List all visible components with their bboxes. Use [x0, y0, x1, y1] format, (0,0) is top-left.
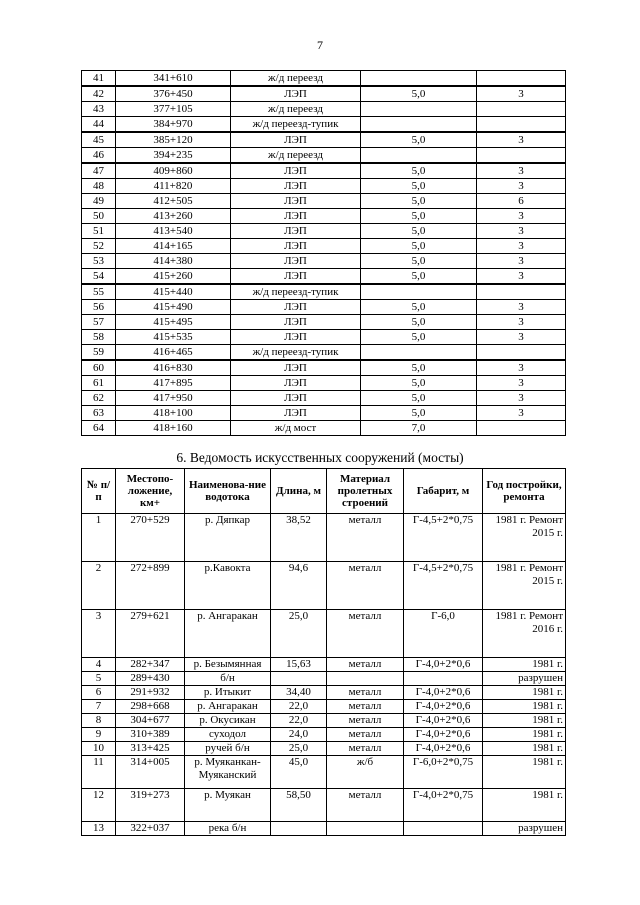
row-year: 1981 г. [483, 742, 566, 756]
row-km: 341+610 [116, 71, 231, 87]
row-material: металл [327, 562, 404, 610]
row-length [361, 117, 477, 133]
row-object-type: ж/д переезд-тупик [231, 284, 361, 300]
row-number: 13 [82, 822, 116, 836]
row-length [271, 822, 327, 836]
bridges-table [81, 468, 566, 836]
row-length [271, 672, 327, 686]
row-km: 384+970 [116, 117, 231, 133]
row-km: 413+260 [116, 209, 231, 224]
row-watercourse: б/н [185, 672, 271, 686]
row-object-type: ЛЭП [231, 360, 361, 376]
row-object-type: ж/д переезд [231, 102, 361, 117]
row-material: металл [327, 658, 404, 672]
row-span [477, 102, 566, 117]
row-km: 414+165 [116, 239, 231, 254]
row-object-type: ж/д переезд-тупик [231, 345, 361, 361]
row-object-type: ж/д мост [231, 421, 361, 436]
row-km: 394+235 [116, 148, 231, 164]
row-span: 3 [477, 406, 566, 421]
row-span: 3 [477, 360, 566, 376]
row-watercourse: р. Дяпкар [185, 514, 271, 562]
page-number: 7 [317, 38, 323, 52]
table-row [82, 330, 566, 345]
row-km: 413+540 [116, 224, 231, 239]
row-length: 5,0 [361, 224, 477, 239]
row-watercourse: река б/н [185, 822, 271, 836]
table-row [82, 610, 566, 658]
row-watercourse: ручей б/н [185, 742, 271, 756]
row-watercourse: р. Ангаракан [185, 700, 271, 714]
row-span: 3 [477, 315, 566, 330]
row-location: 304+677 [116, 714, 185, 728]
row-material: металл [327, 789, 404, 822]
row-watercourse: р. Окусикан [185, 714, 271, 728]
row-number: 10 [82, 742, 116, 756]
crossings-table-body [82, 71, 566, 436]
row-watercourse: суходол [185, 728, 271, 742]
table-row [82, 789, 566, 822]
row-location: 272+899 [116, 562, 185, 610]
table-row [82, 345, 566, 361]
table-row [82, 117, 566, 133]
table-row [82, 686, 566, 700]
row-km: 376+450 [116, 86, 231, 102]
row-object-type: ж/д переезд [231, 148, 361, 164]
row-length: 5,0 [361, 269, 477, 285]
row-year: 1981 г. [483, 714, 566, 728]
row-km: 417+895 [116, 376, 231, 391]
row-length [361, 148, 477, 164]
table-row [82, 284, 566, 300]
row-material: металл [327, 514, 404, 562]
table-row [82, 254, 566, 269]
row-km: 385+120 [116, 132, 231, 148]
row-number: 4 [82, 658, 116, 672]
row-object-type: ЛЭП [231, 132, 361, 148]
section-title: 6. Ведомость искусственных сооружений (мосты) [176, 450, 464, 465]
row-object-type: ЛЭП [231, 86, 361, 102]
row-span [477, 71, 566, 87]
row-span [477, 345, 566, 361]
row-material: металл [327, 742, 404, 756]
row-object-type: ЛЭП [231, 209, 361, 224]
row-watercourse: р. Итыкит [185, 686, 271, 700]
row-km: 409+860 [116, 163, 231, 179]
row-location: 270+529 [116, 514, 185, 562]
row-number: 8 [82, 714, 116, 728]
row-gabarit: Г-4,0+2*0,75 [404, 789, 483, 822]
row-km: 415+260 [116, 269, 231, 285]
row-material: ж/б [327, 756, 404, 789]
row-number: 55 [82, 284, 116, 300]
row-location: 310+389 [116, 728, 185, 742]
row-km: 414+380 [116, 254, 231, 269]
table-row [82, 822, 566, 836]
row-year: 1981 г. [483, 756, 566, 789]
row-length: 5,0 [361, 391, 477, 406]
row-location: 298+668 [116, 700, 185, 714]
table-row [82, 562, 566, 610]
row-year: 1981 г. Ремонт 2015 г. [483, 562, 566, 610]
row-year: разрушен [483, 822, 566, 836]
row-number: 9 [82, 728, 116, 742]
row-watercourse: р. Ангаракан [185, 610, 271, 658]
row-object-type: ЛЭП [231, 376, 361, 391]
row-km: 412+505 [116, 194, 231, 209]
row-length: 5,0 [361, 315, 477, 330]
row-object-type: ЛЭП [231, 406, 361, 421]
row-number: 56 [82, 300, 116, 315]
row-location: 313+425 [116, 742, 185, 756]
row-span: 3 [477, 254, 566, 269]
row-length: 5,0 [361, 239, 477, 254]
row-gabarit [404, 822, 483, 836]
row-span: 3 [477, 209, 566, 224]
row-object-type: ж/д переезд [231, 71, 361, 87]
table-row [82, 179, 566, 194]
row-span: 3 [477, 179, 566, 194]
row-object-type: ЛЭП [231, 330, 361, 345]
row-span: 3 [477, 224, 566, 239]
row-number: 2 [82, 562, 116, 610]
crossings-table [81, 70, 566, 436]
table-row [82, 672, 566, 686]
table-row [82, 300, 566, 315]
row-km: 415+535 [116, 330, 231, 345]
row-length: 5,0 [361, 163, 477, 179]
row-km: 415+495 [116, 315, 231, 330]
table-row [82, 86, 566, 102]
row-material [327, 672, 404, 686]
row-material: металл [327, 610, 404, 658]
row-span: 3 [477, 269, 566, 285]
table-row [82, 728, 566, 742]
row-span: 3 [477, 132, 566, 148]
row-km: 418+160 [116, 421, 231, 436]
table-row [82, 514, 566, 562]
row-number: 54 [82, 269, 116, 285]
row-watercourse: р. Муяканкан-Муяканский [185, 756, 271, 789]
table-row [82, 756, 566, 789]
row-location: 282+347 [116, 658, 185, 672]
row-object-type: ЛЭП [231, 163, 361, 179]
row-number: 49 [82, 194, 116, 209]
table-row [82, 391, 566, 406]
row-number: 1 [82, 514, 116, 562]
row-location: 314+005 [116, 756, 185, 789]
row-year: 1981 г. [483, 700, 566, 714]
row-material: металл [327, 686, 404, 700]
row-number: 5 [82, 672, 116, 686]
header-number: № п/п [82, 469, 116, 514]
table-row [82, 700, 566, 714]
row-number: 44 [82, 117, 116, 133]
row-km: 417+950 [116, 391, 231, 406]
header-watercourse: Наименова-ние водотока [185, 469, 271, 514]
row-number: 48 [82, 179, 116, 194]
table-row [82, 163, 566, 179]
table-row [82, 360, 566, 376]
row-gabarit: Г-4,0+2*0,6 [404, 658, 483, 672]
table-row [82, 269, 566, 285]
row-material [327, 822, 404, 836]
row-location: 322+037 [116, 822, 185, 836]
row-number: 58 [82, 330, 116, 345]
row-gabarit [404, 672, 483, 686]
row-span: 3 [477, 86, 566, 102]
row-length: 5,0 [361, 132, 477, 148]
row-length: 5,0 [361, 179, 477, 194]
row-number: 12 [82, 789, 116, 822]
row-km: 416+830 [116, 360, 231, 376]
row-length: 22,0 [271, 714, 327, 728]
table-row [82, 209, 566, 224]
row-km: 415+440 [116, 284, 231, 300]
row-span: 3 [477, 239, 566, 254]
row-km: 415+490 [116, 300, 231, 315]
row-number: 52 [82, 239, 116, 254]
row-gabarit: Г-4,0+2*0,6 [404, 728, 483, 742]
row-length: 15,63 [271, 658, 327, 672]
row-length: 45,0 [271, 756, 327, 789]
table-row [82, 658, 566, 672]
row-object-type: ЛЭП [231, 239, 361, 254]
row-km: 377+105 [116, 102, 231, 117]
row-length: 5,0 [361, 376, 477, 391]
row-number: 57 [82, 315, 116, 330]
row-length: 5,0 [361, 194, 477, 209]
row-span [477, 284, 566, 300]
row-year: 1981 г. Ремонт 2016 г. [483, 610, 566, 658]
row-gabarit: Г-4,5+2*0,75 [404, 514, 483, 562]
table-row [82, 132, 566, 148]
row-length: 38,52 [271, 514, 327, 562]
row-number: 61 [82, 376, 116, 391]
row-length: 5,0 [361, 86, 477, 102]
row-length: 5,0 [361, 254, 477, 269]
row-number: 62 [82, 391, 116, 406]
row-number: 59 [82, 345, 116, 361]
row-number: 6 [82, 686, 116, 700]
row-span: 3 [477, 163, 566, 179]
row-span: 3 [477, 330, 566, 345]
row-length [361, 71, 477, 87]
table-row [82, 376, 566, 391]
row-gabarit: Г-4,0+2*0,6 [404, 700, 483, 714]
row-number: 43 [82, 102, 116, 117]
row-year: 1981 г. [483, 658, 566, 672]
row-number: 50 [82, 209, 116, 224]
row-number: 63 [82, 406, 116, 421]
table-row [82, 194, 566, 209]
bridges-table-body [82, 514, 566, 836]
table-row [82, 406, 566, 421]
row-object-type: ЛЭП [231, 194, 361, 209]
table-row [82, 742, 566, 756]
header-year: Год постройки, ремонта [483, 469, 566, 514]
row-length: 5,0 [361, 330, 477, 345]
row-number: 41 [82, 71, 116, 87]
row-location: 291+932 [116, 686, 185, 700]
row-number: 51 [82, 224, 116, 239]
row-location: 319+273 [116, 789, 185, 822]
row-span [477, 421, 566, 436]
row-object-type: ЛЭП [231, 391, 361, 406]
row-span [477, 148, 566, 164]
row-material: металл [327, 714, 404, 728]
row-gabarit: Г-4,0+2*0,6 [404, 742, 483, 756]
row-object-type: ЛЭП [231, 179, 361, 194]
row-year: разрушен [483, 672, 566, 686]
row-gabarit: Г-4,0+2*0,6 [404, 686, 483, 700]
table-row [82, 71, 566, 87]
row-gabarit: Г-4,5+2*0,75 [404, 562, 483, 610]
row-year: 1981 г. [483, 686, 566, 700]
row-number: 60 [82, 360, 116, 376]
table-row [82, 148, 566, 164]
row-number: 42 [82, 86, 116, 102]
row-length: 7,0 [361, 421, 477, 436]
row-gabarit: Г-6,0+2*0,75 [404, 756, 483, 789]
row-length: 58,50 [271, 789, 327, 822]
row-length [361, 345, 477, 361]
row-location: 289+430 [116, 672, 185, 686]
row-watercourse: р. Муякан [185, 789, 271, 822]
row-number: 53 [82, 254, 116, 269]
row-number: 45 [82, 132, 116, 148]
row-object-type: ЛЭП [231, 224, 361, 239]
row-length: 34,40 [271, 686, 327, 700]
row-object-type: ЛЭП [231, 269, 361, 285]
table-row [82, 714, 566, 728]
bridges-table-header-row [82, 469, 566, 514]
row-location: 279+621 [116, 610, 185, 658]
row-length: 94,6 [271, 562, 327, 610]
row-number: 3 [82, 610, 116, 658]
row-object-type: ЛЭП [231, 315, 361, 330]
table-row [82, 224, 566, 239]
table-row [82, 421, 566, 436]
header-material: Материал пролетных строений [327, 469, 404, 514]
row-length [361, 284, 477, 300]
row-number: 46 [82, 148, 116, 164]
header-location: Местопо-ложение, км+ [116, 469, 185, 514]
row-span: 3 [477, 391, 566, 406]
row-span: 3 [477, 376, 566, 391]
row-object-type: ж/д переезд-тупик [231, 117, 361, 133]
row-year: 1981 г. [483, 728, 566, 742]
row-length: 5,0 [361, 406, 477, 421]
row-length: 25,0 [271, 610, 327, 658]
row-length: 22,0 [271, 700, 327, 714]
row-number: 7 [82, 700, 116, 714]
row-gabarit: Г-4,0+2*0,6 [404, 714, 483, 728]
table-row [82, 102, 566, 117]
row-length: 25,0 [271, 742, 327, 756]
row-gabarit: Г-6,0 [404, 610, 483, 658]
row-watercourse: р. Безымянная [185, 658, 271, 672]
row-km: 411+820 [116, 179, 231, 194]
row-length: 5,0 [361, 209, 477, 224]
header-gabarit: Габарит, м [404, 469, 483, 514]
row-number: 11 [82, 756, 116, 789]
row-length: 5,0 [361, 300, 477, 315]
row-material: металл [327, 728, 404, 742]
header-length: Длина, м [271, 469, 327, 514]
row-object-type: ЛЭП [231, 254, 361, 269]
row-span: 6 [477, 194, 566, 209]
row-length [361, 102, 477, 117]
table-row [82, 239, 566, 254]
table-row [82, 315, 566, 330]
row-object-type: ЛЭП [231, 300, 361, 315]
row-length: 24,0 [271, 728, 327, 742]
row-length: 5,0 [361, 360, 477, 376]
row-year: 1981 г. [483, 789, 566, 822]
row-number: 47 [82, 163, 116, 179]
row-number: 64 [82, 421, 116, 436]
row-span: 3 [477, 300, 566, 315]
row-km: 416+465 [116, 345, 231, 361]
row-km: 418+100 [116, 406, 231, 421]
row-material: металл [327, 700, 404, 714]
row-watercourse: р.Кавокта [185, 562, 271, 610]
row-span [477, 117, 566, 133]
row-year: 1981 г. Ремонт 2015 г. [483, 514, 566, 562]
